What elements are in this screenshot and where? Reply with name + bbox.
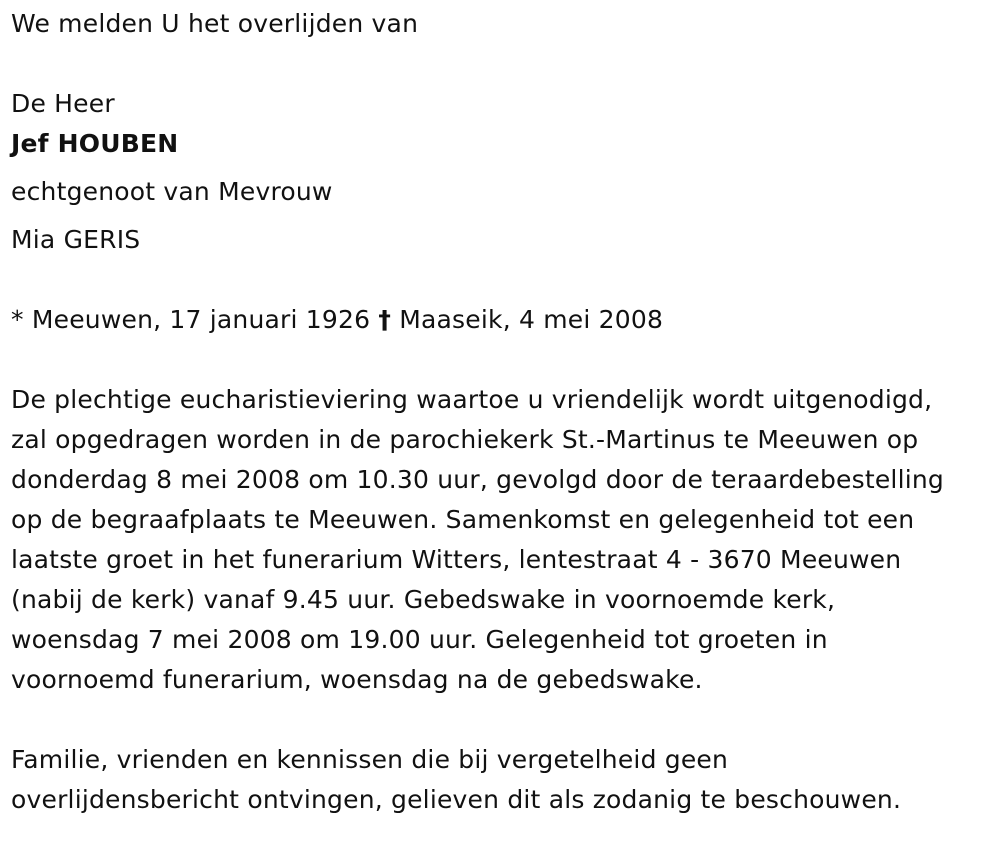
spacer [11,260,996,300]
paragraph-line: (nabij de kerk) vanaf 9.45 uur. Gebedswake in voornoemde kerk, [11,585,836,614]
death-info: Maaseik, 4 mei 2008 [399,305,664,334]
intro-line: We melden U het overlijden van [11,9,419,38]
spouse-prefix: echtgenoot van Mevrouw [11,177,333,206]
birth-info: Meeuwen, 17 januari 1926 [31,305,371,334]
life-dates [11,300,996,340]
paragraph-line: overlijdensbericht ontvingen, gelieven dit als zodanig te beschouwen. [11,785,902,814]
paragraph-line: laatste groet in het funerarium Witters, lentestraat 4 - 3670 Meeuwen [11,545,902,574]
spacer [11,44,996,84]
closing-paragraph [11,740,996,820]
cross-icon: † [378,305,392,334]
spacer [11,340,996,380]
paragraph-line: De plechtige eucharistieviering waartoe u vriendelijk wordt uitgenodigd, [11,385,933,414]
honorific: De Heer [11,89,115,118]
paragraph-line: donderdag 8 mei 2008 om 10.30 uur, gevolgd door de teraardebestelling [11,465,944,494]
ceremony-paragraph [11,380,996,700]
paragraph-line: zal opgedragen worden in de parochiekerk St.-Martinus te Meeuwen op [11,425,919,454]
spouse-name: Mia GERIS [11,225,141,254]
birth-marker: * [11,305,24,334]
paragraph-line: op de begraafplaats te Meeuwen. Samenkomst en gelegenheid tot een [11,505,915,534]
spacer [11,700,996,740]
paragraph-line: voornoemd funerarium, woensdag na de gebedswake. [11,665,703,694]
death-notice [11,4,996,820]
deceased-name: Jef HOUBEN [11,129,179,158]
paragraph-line: woensdag 7 mei 2008 om 19.00 uur. Gelegenheid tot groeten in [11,625,828,654]
paragraph-line: Familie, vrienden en kennissen die bij vergetelheid geen [11,745,729,774]
